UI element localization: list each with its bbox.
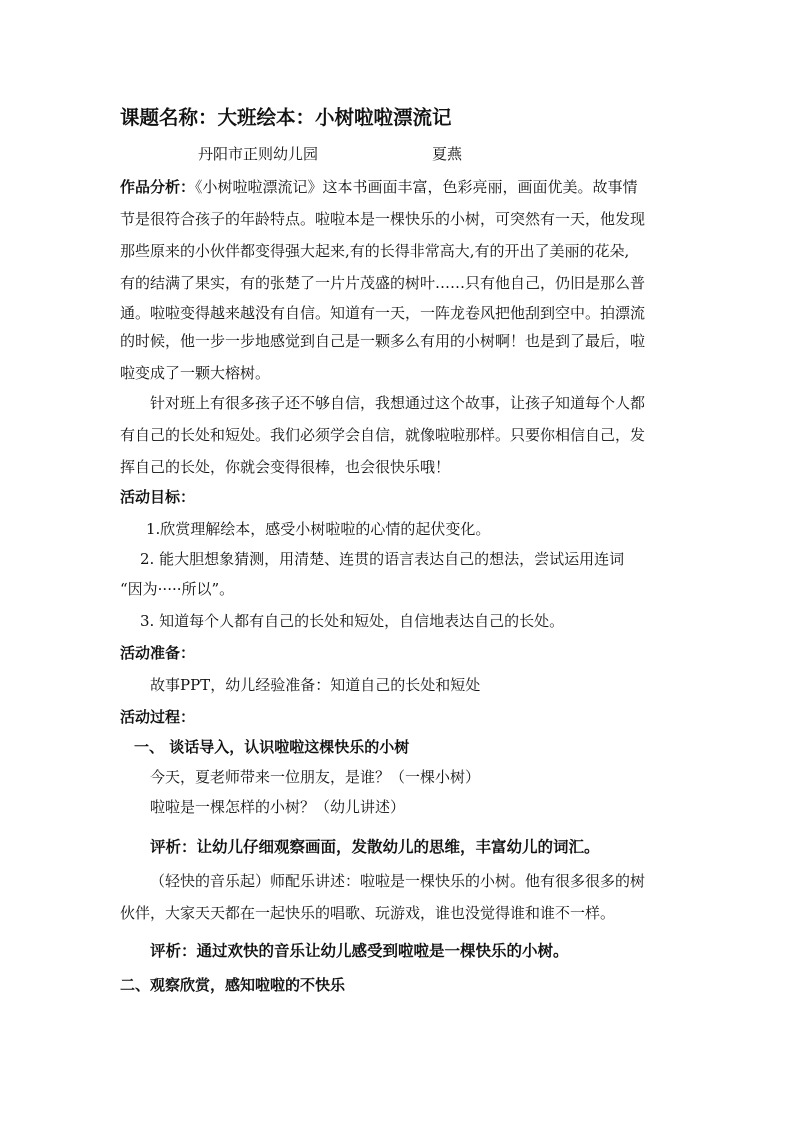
comment-1: 评析：让幼儿仔细观察画面，发散幼儿的思维，丰富幼儿的词汇。 [150, 838, 600, 856]
school-name: 丹阳市正则幼儿园 [198, 145, 319, 163]
analysis-line-7: 啦变成了一颗大榕树。 [120, 364, 271, 382]
analysis-line-1: 作品分析：《小树啦啦漂流记》这本书画面丰富，色彩亮丽，画面优美。故事情 [120, 178, 638, 196]
analysis-line-5: 通。啦啦变得越来越没有自信。知道有一天，一阵龙卷风把他刮到空中。拍漂流 [120, 304, 646, 322]
s1-music-line-1: （轻快的音乐起）师配乐讲述：啦啦是一棵快乐的小树。他有很多很多的树 [150, 872, 646, 890]
analysis-line-2: 节是很符合孩子的年龄特点。啦啦本是一棵快乐的小树，可突然有一天，他发现 [120, 210, 646, 228]
goal-1: 1.欣赏理解绘本，感受小树啦啦的心情的起伏变化。 [146, 520, 491, 538]
analysis2-line-1: 针对班上有很多孩子还不够自信，我想通过这个故事，让孩子知道每个人都 [150, 394, 646, 412]
section-1-heading: 一、 谈话导入，认识啦啦这棵快乐的小树 [134, 738, 410, 756]
goal-2-cont: “因为·····所以”。 [120, 580, 235, 598]
section-2-heading: 二、观察欣赏，感知啦啦的不快乐 [120, 976, 346, 994]
analysis-line-3: 那些原来的小伙伴都变得强大起来,有的长得非常高大,有的开出了美丽的花朵, [120, 242, 630, 260]
teacher-name: 夏燕 [432, 145, 463, 163]
s1-music-line-2: 伙伴，大家天天都在一起快乐的唱歌、玩游戏，谁也没觉得谁和谁不一样。 [120, 904, 616, 922]
analysis-line-4: 有的结满了果实，有的张楚了一片片茂盛的树叶……只有他自己，仍旧是那么普 [120, 274, 646, 292]
analysis-label: 作品分析： [120, 178, 196, 196]
prep-label: 活动准备： [120, 644, 196, 662]
goal-3: 3. 知道每个人都有自己的长处和短处，自信地表达自己的长处。 [140, 612, 565, 630]
analysis2-line-3: 挥自己的长处，你就会变得很棒，也会很快乐哦！ [120, 458, 451, 476]
prep-text: 故事PPT，幼儿经验准备：知道自己的长处和短处 [150, 676, 481, 694]
analysis-line-6: 的时候，他一步一步地感觉到自己是一颗多么有用的小树啊！也是到了最后，啦 [120, 332, 646, 350]
s1-line-2: 啦啦是一棵怎样的小树？（幼儿讲述） [150, 798, 406, 816]
comment-2: 评析：通过欢快的音乐让幼儿感受到啦啦是一棵快乐的小树。 [150, 942, 569, 960]
goals-label: 活动目标： [120, 488, 196, 506]
s1-line-1: 今天，夏老师带来一位朋友，是谁？（一棵小树） [150, 768, 481, 786]
analysis2-line-2: 有自己的长处和短处。我们必须学会自信，就像啦啦那样。只要你相信自己，发 [120, 426, 646, 444]
document-title: 课题名称：大班绘本：小树啦啦漂流记 [120, 106, 452, 129]
goal-2: 2. 能大胆想象猜测，用清楚、连贯的语言表达自己的想法，尝试运用连词 [140, 550, 625, 568]
process-label: 活动过程： [120, 708, 196, 726]
